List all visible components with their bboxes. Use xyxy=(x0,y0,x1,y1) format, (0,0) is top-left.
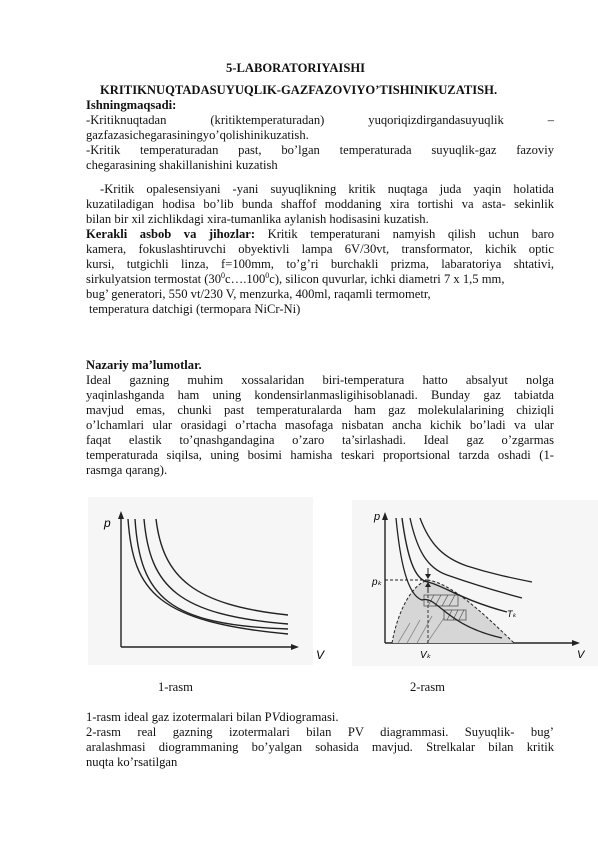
aim-line-6: kuzatiladigan hodisa bo’lib bunda shaffof moddaning xira tortishi va asta- sekinlik xyxy=(86,197,554,211)
theory-line-2: yaqinlashganda ham uning kondensirlanmasligihisoblanadi. Bunday gaz tabiatda xyxy=(86,388,554,402)
aim-line-2: gazfazasichegarasiningyo’qolishinikuzatish. xyxy=(86,128,309,142)
figure-1-caption: 1-rasm xyxy=(158,680,193,694)
figure-2-real-gas-isotherms xyxy=(352,500,598,666)
theory-line-7: rasmga qarang). xyxy=(86,463,168,477)
caption-1v: V xyxy=(271,710,280,724)
fig2-vk-label: Vₖ xyxy=(420,650,431,661)
equipment-4b: c….100 xyxy=(225,272,266,286)
caption-1a: 1-rasm ideal gaz izotermalari bilan P xyxy=(86,710,272,724)
aim-line-7: bilan bir xil zichlikdagi xira-tumanlika aylanish hodisasini kuzatish. xyxy=(86,212,429,226)
degree-sup-1: 0 xyxy=(221,270,226,280)
lab-heading: 5-LABORATORIYAISHI xyxy=(226,61,366,75)
equipment-line-4 xyxy=(86,272,504,287)
equipment-label: Kerakli asbob va jihozlar: xyxy=(86,227,256,241)
aim-line-4: chegarasining shakillanishini kuzatish xyxy=(86,158,278,172)
equipment-line-5: bug’ generatori, 550 vt/230 V, menzurka, 400ml, raqamli termometr, xyxy=(86,287,431,301)
aim-label: Ishningmaqsadi: xyxy=(86,98,177,112)
theory-line-5: faqat elastik to’qnashgandagina o’zaro ta’sirlashadi. Ideal gaz o’zgarmas xyxy=(86,433,554,447)
theory-line-6: temperaturada siqilsa, uning bosimi hamisha teskari proportsional tarzda oshadi (1- xyxy=(86,448,554,462)
fig1-ylabel: p xyxy=(104,516,111,530)
equipment-line-2: kamera, fokuslashtiruvchi obyektivli lampa 6V/30vt, transformator, kichik optic xyxy=(86,242,554,256)
degree-sup-2: 0 xyxy=(265,270,270,280)
equipment-line-1 xyxy=(86,227,554,242)
aim-line-5: -Kritik opalesensiyani -yani suyuqlikning kritik nuqtaga juda yaqin holatida xyxy=(100,182,554,196)
theory-line-1: Ideal gazning muhim xossalaridan biri-temperatura hatto absalyut nolga xyxy=(86,373,554,387)
fig1-xlabel: V xyxy=(316,648,325,662)
aim-line-3: -Kritik temperaturadan past, bo’lgan temperaturada suyuqlik-gaz fazoviy xyxy=(86,143,554,157)
figure-2-caption: 2-rasm xyxy=(410,680,445,694)
equipment-text-1: Kritik temperaturani namyish qilish uchun baro xyxy=(267,227,554,241)
figure-1-isotherms xyxy=(88,497,325,665)
caption-1b: diogramasi. xyxy=(279,710,339,724)
fig2-pk-label: pₖ xyxy=(372,577,382,588)
theory-line-3: mavjud emas, chunki past temperaturalarda ham gaz molekulalarining chiziqli xyxy=(86,403,554,417)
fig2-ylabel: p xyxy=(374,511,381,523)
figure-1-bg xyxy=(88,497,313,665)
equipment-4a: sirkulyatsion termostat (30 xyxy=(86,272,222,286)
caption-line-1 xyxy=(86,710,339,725)
caption-line-3: aralashmasi diogrammaning bo’yalgan sohasida mavjud. Strelkalar bilan kritik xyxy=(86,740,554,754)
equipment-4c: c), silicon quvurlar, ichki diametri 7 x 1,5 mm, xyxy=(269,272,505,286)
caption-line-4: nuqta ko’rsatilgan xyxy=(86,755,178,769)
lab-subheading: KRITIKNUQTADASUYUQLIK-GAZFAZOVIYO’TISHINIKUZATISH. xyxy=(100,83,498,97)
fig2-tk-label: Tₖ xyxy=(507,609,517,619)
theory-line-4: o’lchamlari ular orasidagi o’rtacha masofaga nisbatan ancha kichik bo’ladi va ular xyxy=(86,418,554,432)
theory-label: Nazariy ma’lumotlar. xyxy=(86,358,202,372)
fig2-xlabel: V xyxy=(577,649,585,661)
equipment-line-6: temperatura datchigi (termopara NiCr-Ni) xyxy=(89,302,301,316)
aim-line-1: -Kritiknuqtadan (kritiktemperaturadan) yuqoriqizdirgandasuyuqlik – xyxy=(86,113,554,127)
caption-line-2: 2-rasm real gazning izotermalari bilan PV diagrammasi. Suyuqlik- bug’ xyxy=(86,725,554,739)
equipment-line-3: kursi, tutgichli linza, f=100mm, to’g’ri burchakli prizma, labaratoriya shtativi, xyxy=(86,257,554,271)
